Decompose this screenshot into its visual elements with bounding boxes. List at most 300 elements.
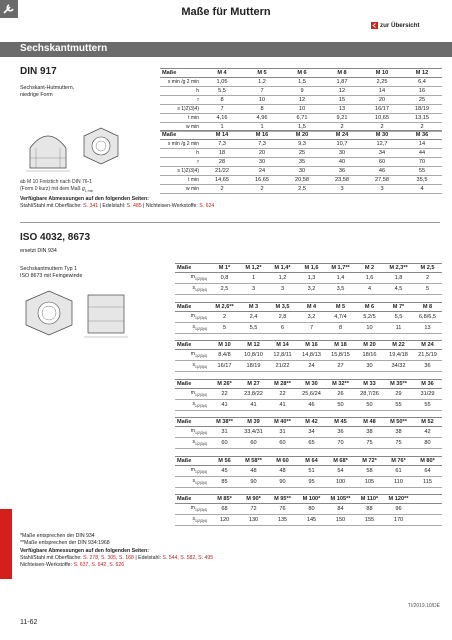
din917-desc-line: niedrige Form (20, 92, 53, 98)
row-label-text: s (192, 439, 195, 445)
table-cell: 55 (384, 399, 413, 410)
availability-line (20, 203, 214, 210)
table-cell: 68 (210, 504, 239, 515)
table-header: M 72* (355, 456, 384, 465)
table-cell: 38 (384, 427, 413, 438)
row-label: r (160, 96, 202, 105)
availability-label: Nichteisen-Werkstoffe: (20, 561, 74, 568)
table-cell: 25 (402, 96, 442, 105)
table-cell: 3,2 (297, 311, 326, 322)
table-cell: 60 (268, 438, 297, 449)
table-cell: 48 (239, 465, 268, 476)
table-header: M 68* (326, 456, 355, 465)
table-cell: 1 (202, 123, 242, 132)
table-cell: 1,3 (297, 273, 326, 284)
table-cell: 19,4/18 (384, 350, 413, 361)
row-label: x min /g 2 min (160, 140, 202, 149)
table-cell: 150 (326, 515, 355, 526)
table-cell: 155 (355, 515, 384, 526)
table-cell: 5 (210, 322, 239, 333)
table-cell: 29 (384, 388, 413, 399)
table-cell: 84 (326, 504, 355, 515)
table-cell (413, 504, 442, 515)
table-cell: 2,5 (282, 185, 322, 194)
table-header: M 58** (239, 456, 268, 465)
table-header: M 30 (362, 131, 402, 140)
table-cell: 25 (282, 149, 322, 158)
table-header: Maße (175, 302, 210, 311)
table-cell: 105 (355, 476, 384, 487)
row-label-text: m (190, 312, 195, 319)
table-header (413, 495, 442, 504)
table-cell: 14 (362, 87, 402, 96)
table-header: M 10 (210, 341, 239, 350)
table-cell: 2,8 (268, 311, 297, 322)
row-label-sub: 1)2)3)4) (194, 519, 207, 523)
row-label-sub: 1)2)3)4) (194, 403, 207, 408)
table-header: M 16 (297, 341, 326, 350)
page-title: Maße für Muttern (181, 6, 271, 18)
availability-label: Stahl/Stahl mit Oberfläche: (20, 554, 84, 561)
table-cell: 40 (322, 158, 362, 167)
table-cell: 7,3 (202, 140, 242, 149)
availability-label: | Nichteisen-Werkstoffe: (141, 202, 200, 209)
table-header: M 38** (210, 418, 239, 427)
iso4032-desc-line: ISO 8673 mit Feingewinde (20, 273, 83, 279)
arrow-left-icon (371, 22, 378, 29)
row-label: h (160, 87, 202, 96)
row-label-text: s (192, 323, 195, 330)
row-label-sub: 1)2)3)4) (194, 326, 207, 331)
table-header: M 32** (326, 379, 355, 388)
table-header: M 8 (322, 69, 362, 78)
table-cell: 51 (297, 465, 326, 476)
table-header: M 6 (282, 69, 322, 78)
table-header: M 105** (326, 495, 355, 504)
table-header: M 35** (384, 379, 413, 388)
row-label-text: s (192, 477, 195, 484)
table-cell: 70 (402, 158, 442, 167)
row-label-text: m (190, 505, 195, 511)
row-label-sub: 1)2)3)4) (194, 508, 207, 512)
table-cell: 30 (322, 149, 362, 158)
row-label-sub: 1)2)3)4) (194, 277, 207, 281)
table-header: M 3,5 (268, 302, 297, 311)
row-label (175, 427, 210, 438)
row-label-text: m (190, 466, 195, 473)
table-cell: 23,8/22 (239, 388, 268, 399)
table-cell: 34 (297, 427, 326, 438)
table-cell: 55 (413, 399, 442, 410)
table-cell: 28,7/26 (355, 388, 384, 399)
table-header: M 64 (297, 456, 326, 465)
table-header: M 4 (297, 302, 326, 311)
availability-line (20, 562, 213, 569)
table-cell: 16 (402, 87, 442, 96)
iso4032-table (175, 302, 442, 334)
table-cell: 24 (297, 361, 326, 372)
table-cell: 20 (242, 149, 282, 158)
row-label: w min (160, 123, 202, 132)
table-cell: 50 (355, 399, 384, 410)
table-header: M 2,5 (413, 264, 442, 273)
table-cell: 170 (384, 515, 413, 526)
table-cell: 3,5 (326, 284, 355, 295)
table-cell: 14,65 (202, 176, 242, 185)
table-cell: 20,58 (282, 176, 322, 185)
table-cell: 16/17 (210, 361, 239, 372)
table-cell: 18/19 (239, 361, 268, 372)
table-cell: 44 (402, 149, 442, 158)
table-cell: 76 (268, 504, 297, 515)
table-header: M 42 (297, 418, 326, 427)
table-header: M 3 (239, 302, 268, 311)
iso4032-replaces: ersetzt DIN 934 (20, 248, 57, 254)
table-cell: 15 (322, 96, 362, 105)
table-cell: 30 (282, 167, 322, 176)
table-cell: 65 (297, 438, 326, 449)
table-header: M 24 (413, 341, 442, 350)
table-cell: 18/19 (402, 105, 442, 114)
table-cell: 5,5 (384, 311, 413, 322)
table-cell: 60 (362, 158, 402, 167)
iso4032-availability (20, 548, 213, 568)
page-link[interactable]: S. 341 (83, 202, 99, 209)
table-cell: 1,6 (355, 273, 384, 284)
row-label (175, 284, 210, 295)
table-cell: 16/17 (362, 105, 402, 114)
din917-table-1 (160, 68, 442, 132)
table-header: Maße (175, 264, 210, 273)
table-cell: 13 (413, 322, 442, 333)
row-label-text: m (190, 274, 195, 280)
table-cell: 8 (242, 105, 282, 114)
table-cell: 6,71 (282, 114, 322, 123)
row-label (175, 388, 210, 399)
table-header: M 1,7** (326, 264, 355, 273)
page-number: 11-62 (20, 619, 38, 626)
row-label-text: m (190, 428, 195, 434)
table-cell: 18 (202, 149, 242, 158)
din917-table-2 (160, 130, 442, 194)
table-header: M 1,6 (297, 264, 326, 273)
table-header: M 100* (297, 495, 326, 504)
table-cell: 135 (268, 515, 297, 526)
row-label-sub: 1)2)3)4) (194, 315, 207, 320)
table-header: M 50** (384, 418, 413, 427)
table-cell: 7 (297, 322, 326, 333)
table-cell: 95 (297, 476, 326, 487)
table-cell: 2,25 (362, 78, 402, 87)
table-header: M 90* (239, 495, 268, 504)
table-header: M 24 (322, 131, 362, 140)
table-cell: 1,5 (282, 123, 322, 132)
table-cell: 5,2/5 (355, 311, 384, 322)
divider (20, 222, 440, 223)
table-cell: 2,4 (239, 311, 268, 322)
availability-heading: Verfügbare Abmessungen auf den folgenden Seiten: (20, 196, 149, 202)
table-header: M 18 (326, 341, 355, 350)
table-cell: 75 (384, 438, 413, 449)
table-cell: 61 (384, 465, 413, 476)
table-cell: 25,6/24 (297, 388, 326, 399)
row-label (175, 504, 210, 515)
table-cell: 1 (239, 273, 268, 284)
table-header: M 2 (355, 264, 384, 273)
row-label (175, 399, 210, 410)
iso4032-description (20, 266, 82, 280)
table-cell: 1,87 (322, 78, 362, 87)
table-cell: 2 (413, 273, 442, 284)
table-cell: 10 (282, 105, 322, 114)
din917-description (20, 85, 74, 99)
table-cell: 30 (242, 158, 282, 167)
table-cell: 26 (326, 388, 355, 399)
table-header: Maße (175, 341, 210, 350)
table-cell: 41 (239, 399, 268, 410)
table-cell: 36 (326, 427, 355, 438)
table-header: Maße (175, 495, 210, 504)
table-header: M 6 (355, 302, 384, 311)
table-cell: 2 (242, 185, 282, 194)
overview-label: zur Übersicht (380, 22, 420, 29)
table-header: M 80* (413, 456, 442, 465)
table-header: M 33 (355, 379, 384, 388)
table-header: M 22 (384, 341, 413, 350)
table-cell: 80 (413, 438, 442, 449)
table-cell: 2,5 (210, 284, 239, 295)
table-cell: 72 (239, 504, 268, 515)
row-label (175, 322, 210, 333)
table-cell: 145 (297, 515, 326, 526)
table-cell: 10,8/10 (239, 350, 268, 361)
row-label (175, 476, 210, 487)
table-cell: 12,7 (362, 140, 402, 149)
row-label-sub: 1)2)3)4) (194, 354, 207, 358)
table-header: M 2,3** (384, 264, 413, 273)
table-header: Maße (175, 379, 210, 388)
table-header: M 1,4* (268, 264, 297, 273)
table-cell: 8 (326, 322, 355, 333)
row-label (175, 515, 210, 526)
table-cell: 80 (297, 504, 326, 515)
table-cell: 64 (413, 465, 442, 476)
row-label-text: s (192, 400, 195, 407)
iso4032-title: ISO 4032, 8673 (20, 232, 91, 243)
table-cell: 4,7/4 (326, 311, 355, 322)
row-label (175, 311, 210, 322)
table-cell: 85 (210, 476, 239, 487)
row-label: t min (160, 114, 202, 123)
table-cell: 31 (210, 427, 239, 438)
note-line: ab M 10 Freistich nach DIN 76-1 (20, 179, 92, 185)
table-cell: 55 (402, 167, 442, 176)
row-label-text: s (192, 362, 195, 368)
table-header: M 1,2* (239, 264, 268, 273)
table-cell: 0,8 (210, 273, 239, 284)
table-cell: 1 (242, 123, 282, 132)
table-cell: 2 (210, 311, 239, 322)
table-cell: 35 (282, 158, 322, 167)
table-cell: 4,16 (202, 114, 242, 123)
table-header: M 60 (268, 456, 297, 465)
table-cell: 13,15 (402, 114, 442, 123)
table-cell: 6,4 (402, 78, 442, 87)
table-header: M 36 (402, 131, 442, 140)
page-link[interactable]: S. 624 (199, 202, 215, 209)
table-header: M 5 (326, 302, 355, 311)
note-sub: 1 min (84, 189, 94, 193)
table-cell: 10,65 (362, 114, 402, 123)
table-cell: 21/22 (268, 361, 297, 372)
table-header: M 16 (242, 131, 282, 140)
table-cell: 130 (239, 515, 268, 526)
table-cell: 14,8/13 (297, 350, 326, 361)
hex-nut-drawing (22, 287, 132, 342)
table-cell: 22 (210, 388, 239, 399)
row-label: h (160, 149, 202, 158)
iso4032-table (175, 417, 442, 449)
row-label-sub: 1)2)3)4) (194, 365, 207, 369)
table-cell: 46 (362, 167, 402, 176)
table-header: M 14 (268, 341, 297, 350)
table-header: M 28** (268, 379, 297, 388)
iso4032-table (175, 494, 442, 526)
table-cell: 22 (268, 388, 297, 399)
table-header: M 7* (384, 302, 413, 311)
availability-line (20, 555, 213, 562)
table-cell: 10,7 (322, 140, 362, 149)
table-header: M 4 (202, 69, 242, 78)
table-cell: 46 (297, 399, 326, 410)
page-link[interactable]: S. 485 (126, 202, 142, 209)
table-cell: 60 (210, 438, 239, 449)
availability-title (20, 548, 213, 555)
table-header: M 27 (239, 379, 268, 388)
row-label: w min (160, 185, 202, 194)
table-header: M 26* (210, 379, 239, 388)
din917-availability (20, 196, 214, 210)
table-cell: 38 (355, 427, 384, 438)
availability-heading: Verfügbare Abmessungen auf den folgenden Seiten: (20, 548, 149, 554)
row-label (175, 361, 210, 372)
cap-nut-drawing (22, 118, 122, 176)
table-cell: 100 (326, 476, 355, 487)
table-cell: 4 (355, 284, 384, 295)
note-text: (Form 0 kurz) mit dem Maß (20, 186, 81, 192)
table-cell: 9 (282, 87, 322, 96)
table-header: M 20 (282, 131, 322, 140)
page-link[interactable]: S. 544, S. 582, S. 495 (162, 554, 214, 561)
table-cell: 2 (202, 185, 242, 194)
table-cell: 7 (202, 105, 242, 114)
table-cell: 15,8/15 (326, 350, 355, 361)
table-cell: 27,58 (362, 176, 402, 185)
table-cell: 110 (384, 476, 413, 487)
table-header: M 14 (202, 131, 242, 140)
overview-link[interactable] (371, 22, 420, 29)
table-cell: 31 (268, 427, 297, 438)
table-cell: 45 (210, 465, 239, 476)
row-label: s 1)2)3)4) (160, 105, 202, 114)
table-cell: 30 (355, 361, 384, 372)
table-header: M 40** (268, 418, 297, 427)
table-cell: 21,5/19 (413, 350, 442, 361)
table-cell: 21/22 (202, 167, 242, 176)
table-cell: 41 (268, 399, 297, 410)
side-marker (0, 509, 12, 579)
row-label-sub: 1)2)3)4) (194, 431, 207, 435)
table-cell: 3 (322, 185, 362, 194)
table-cell: 5 (413, 284, 442, 295)
table-cell: 88 (355, 504, 384, 515)
table-cell: 9,21 (322, 114, 362, 123)
table-cell: 12 (322, 87, 362, 96)
table-cell: 58 (355, 465, 384, 476)
row-label-sub: 1)2)3)4) (194, 480, 207, 485)
row-label-sub: 1)2)3)4) (194, 442, 207, 446)
page-link[interactable]: S. 637, S. 642, S. 626 (73, 561, 125, 568)
table-cell: 2 (362, 123, 402, 132)
table-cell: 7,3 (242, 140, 282, 149)
table-cell: 96 (384, 504, 413, 515)
table-cell: 4 (402, 185, 442, 194)
iso4032-table (175, 263, 442, 295)
table-header: M 2,6** (210, 302, 239, 311)
row-label-sub: 1)2)3)4) (194, 392, 207, 397)
table-header: M 39 (239, 418, 268, 427)
table-header: M 30 (297, 379, 326, 388)
row-label (175, 273, 210, 284)
table-cell: 27 (326, 361, 355, 372)
row-label: s 1)2)3)4) (160, 167, 202, 176)
table-header: M 12 (239, 341, 268, 350)
table-cell: 50 (326, 399, 355, 410)
table-header: M 45 (326, 418, 355, 427)
iso4032-table (175, 379, 442, 411)
footnote: **Maße entsprechen der DIN 934:1968 (20, 539, 110, 546)
table-cell: 18/16 (355, 350, 384, 361)
table-header: M 52 (413, 418, 442, 427)
iso4032-table (175, 340, 442, 372)
note-symbol: g (81, 186, 85, 192)
table-cell: 48 (268, 465, 297, 476)
page-link[interactable]: S. 278, S. 305, S. 168 (83, 554, 134, 561)
table-cell: 34 (362, 149, 402, 158)
table-cell: 36 (413, 361, 442, 372)
table-cell: 4,96 (242, 114, 282, 123)
note-line (20, 186, 93, 195)
row-label: r (160, 158, 202, 167)
table-cell: 7 (242, 87, 282, 96)
table-cell: 8 (202, 96, 242, 105)
table-cell (413, 515, 442, 526)
table-cell: 90 (239, 476, 268, 487)
table-cell: 35,5 (402, 176, 442, 185)
table-cell: 5,5 (239, 322, 268, 333)
table-header: M 5 (242, 69, 282, 78)
table-cell: 4,5 (384, 284, 413, 295)
table-cell: 8,4/8 (210, 350, 239, 361)
table-cell: 1,2 (242, 78, 282, 87)
table-header: Maße (175, 456, 210, 465)
table-cell: 54 (326, 465, 355, 476)
row-label: t min (160, 176, 202, 185)
table-cell: 3 (268, 284, 297, 295)
table-header: M 120** (384, 495, 413, 504)
table-cell: 20 (362, 96, 402, 105)
row-label-sub: 1)2)3)4) (194, 469, 207, 474)
